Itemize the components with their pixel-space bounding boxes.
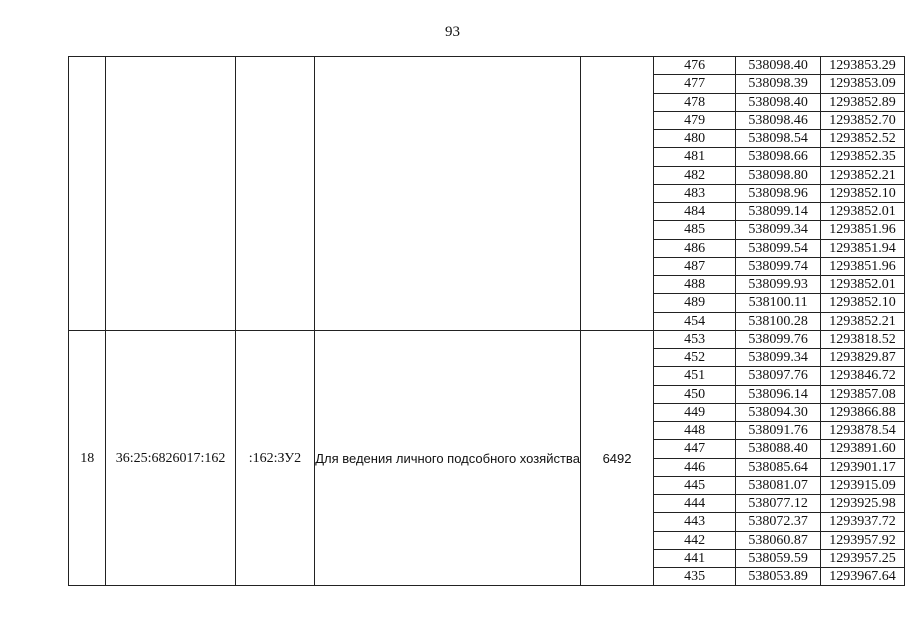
x-coordinate-cell: 538091.76 bbox=[736, 422, 821, 440]
y-coordinate-cell: 1293853.09 bbox=[821, 75, 905, 93]
plot-number-cell: 18 bbox=[69, 330, 106, 586]
y-coordinate-cell: 1293967.64 bbox=[821, 568, 905, 586]
y-coordinate-cell: 1293851.94 bbox=[821, 239, 905, 257]
point-number-cell: 487 bbox=[654, 257, 736, 275]
point-number-cell: 476 bbox=[654, 57, 736, 75]
area-cell bbox=[580, 57, 653, 331]
x-coordinate-cell: 538098.40 bbox=[736, 93, 821, 111]
point-number-cell: 444 bbox=[654, 495, 736, 513]
y-coordinate-cell: 1293852.89 bbox=[821, 93, 905, 111]
x-coordinate-cell: 538100.11 bbox=[736, 294, 821, 312]
x-coordinate-cell: 538059.59 bbox=[736, 549, 821, 567]
x-coordinate-cell: 538088.40 bbox=[736, 440, 821, 458]
y-coordinate-cell: 1293852.70 bbox=[821, 111, 905, 129]
y-coordinate-cell: 1293851.96 bbox=[821, 257, 905, 275]
plot-code-cell bbox=[235, 57, 314, 331]
x-coordinate-cell: 538098.66 bbox=[736, 148, 821, 166]
point-number-cell: 480 bbox=[654, 130, 736, 148]
x-coordinate-cell: 538099.93 bbox=[736, 276, 821, 294]
point-number-cell: 452 bbox=[654, 349, 736, 367]
y-coordinate-cell: 1293866.88 bbox=[821, 403, 905, 421]
point-number-cell: 449 bbox=[654, 403, 736, 421]
y-coordinate-cell: 1293878.54 bbox=[821, 422, 905, 440]
y-coordinate-cell: 1293957.92 bbox=[821, 531, 905, 549]
y-coordinate-cell: 1293915.09 bbox=[821, 476, 905, 494]
x-coordinate-cell: 538060.87 bbox=[736, 531, 821, 549]
y-coordinate-cell: 1293852.10 bbox=[821, 184, 905, 202]
point-number-cell: 484 bbox=[654, 203, 736, 221]
x-coordinate-cell: 538097.76 bbox=[736, 367, 821, 385]
x-coordinate-cell: 538053.89 bbox=[736, 568, 821, 586]
x-coordinate-cell: 538099.74 bbox=[736, 257, 821, 275]
purpose-cell bbox=[315, 57, 581, 331]
x-coordinate-cell: 538098.96 bbox=[736, 184, 821, 202]
point-number-cell: 486 bbox=[654, 239, 736, 257]
point-number-cell: 478 bbox=[654, 93, 736, 111]
y-coordinate-cell: 1293851.96 bbox=[821, 221, 905, 239]
point-number-cell: 481 bbox=[654, 148, 736, 166]
point-number-cell: 482 bbox=[654, 166, 736, 184]
point-number-cell: 435 bbox=[654, 568, 736, 586]
y-coordinate-cell: 1293829.87 bbox=[821, 349, 905, 367]
x-coordinate-cell: 538072.37 bbox=[736, 513, 821, 531]
coordinates-table bbox=[68, 56, 905, 586]
cadastral-number-cell bbox=[106, 57, 235, 331]
y-coordinate-cell: 1293852.52 bbox=[821, 130, 905, 148]
y-coordinate-cell: 1293818.52 bbox=[821, 330, 905, 348]
point-number-cell: 443 bbox=[654, 513, 736, 531]
point-number-cell: 450 bbox=[654, 385, 736, 403]
point-number-cell: 446 bbox=[654, 458, 736, 476]
table-row bbox=[69, 330, 905, 348]
y-coordinate-cell: 1293901.17 bbox=[821, 458, 905, 476]
point-number-cell: 485 bbox=[654, 221, 736, 239]
point-number-cell: 442 bbox=[654, 531, 736, 549]
x-coordinate-cell: 538077.12 bbox=[736, 495, 821, 513]
y-coordinate-cell: 1293852.35 bbox=[821, 148, 905, 166]
point-number-cell: 483 bbox=[654, 184, 736, 202]
y-coordinate-cell: 1293852.01 bbox=[821, 276, 905, 294]
page-number: 93 bbox=[445, 24, 460, 40]
x-coordinate-cell: 538098.80 bbox=[736, 166, 821, 184]
area-cell: 6492 bbox=[580, 330, 653, 586]
point-number-cell: 488 bbox=[654, 276, 736, 294]
x-coordinate-cell: 538099.34 bbox=[736, 221, 821, 239]
y-coordinate-cell: 1293852.21 bbox=[821, 312, 905, 330]
x-coordinate-cell: 538096.14 bbox=[736, 385, 821, 403]
y-coordinate-cell: 1293852.10 bbox=[821, 294, 905, 312]
point-number-cell: 448 bbox=[654, 422, 736, 440]
y-coordinate-cell: 1293891.60 bbox=[821, 440, 905, 458]
y-coordinate-cell: 1293853.29 bbox=[821, 57, 905, 75]
point-number-cell: 447 bbox=[654, 440, 736, 458]
x-coordinate-cell: 538099.54 bbox=[736, 239, 821, 257]
y-coordinate-cell: 1293857.08 bbox=[821, 385, 905, 403]
point-number-cell: 489 bbox=[654, 294, 736, 312]
y-coordinate-cell: 1293852.01 bbox=[821, 203, 905, 221]
y-coordinate-cell: 1293852.21 bbox=[821, 166, 905, 184]
y-coordinate-cell: 1293937.72 bbox=[821, 513, 905, 531]
purpose-cell: Для ведения личного подсобного хозяйства bbox=[315, 330, 581, 586]
plot-code-cell: :162:ЗУ2 bbox=[235, 330, 314, 586]
x-coordinate-cell: 538099.34 bbox=[736, 349, 821, 367]
y-coordinate-cell: 1293846.72 bbox=[821, 367, 905, 385]
point-number-cell: 479 bbox=[654, 111, 736, 129]
x-coordinate-cell: 538098.54 bbox=[736, 130, 821, 148]
x-coordinate-cell: 538100.28 bbox=[736, 312, 821, 330]
x-coordinate-cell: 538094.30 bbox=[736, 403, 821, 421]
point-number-cell: 445 bbox=[654, 476, 736, 494]
point-number-cell: 451 bbox=[654, 367, 736, 385]
plot-number-cell bbox=[69, 57, 106, 331]
point-number-cell: 454 bbox=[654, 312, 736, 330]
x-coordinate-cell: 538099.14 bbox=[736, 203, 821, 221]
point-number-cell: 477 bbox=[654, 75, 736, 93]
x-coordinate-cell: 538098.40 bbox=[736, 57, 821, 75]
x-coordinate-cell: 538098.39 bbox=[736, 75, 821, 93]
y-coordinate-cell: 1293925.98 bbox=[821, 495, 905, 513]
x-coordinate-cell: 538085.64 bbox=[736, 458, 821, 476]
x-coordinate-cell: 538098.46 bbox=[736, 111, 821, 129]
x-coordinate-cell: 538081.07 bbox=[736, 476, 821, 494]
table-body bbox=[69, 57, 905, 586]
y-coordinate-cell: 1293957.25 bbox=[821, 549, 905, 567]
x-coordinate-cell: 538099.76 bbox=[736, 330, 821, 348]
cadastral-number-cell: 36:25:6826017:162 bbox=[106, 330, 235, 586]
point-number-cell: 441 bbox=[654, 549, 736, 567]
point-number-cell: 453 bbox=[654, 330, 736, 348]
table-row bbox=[69, 57, 905, 75]
